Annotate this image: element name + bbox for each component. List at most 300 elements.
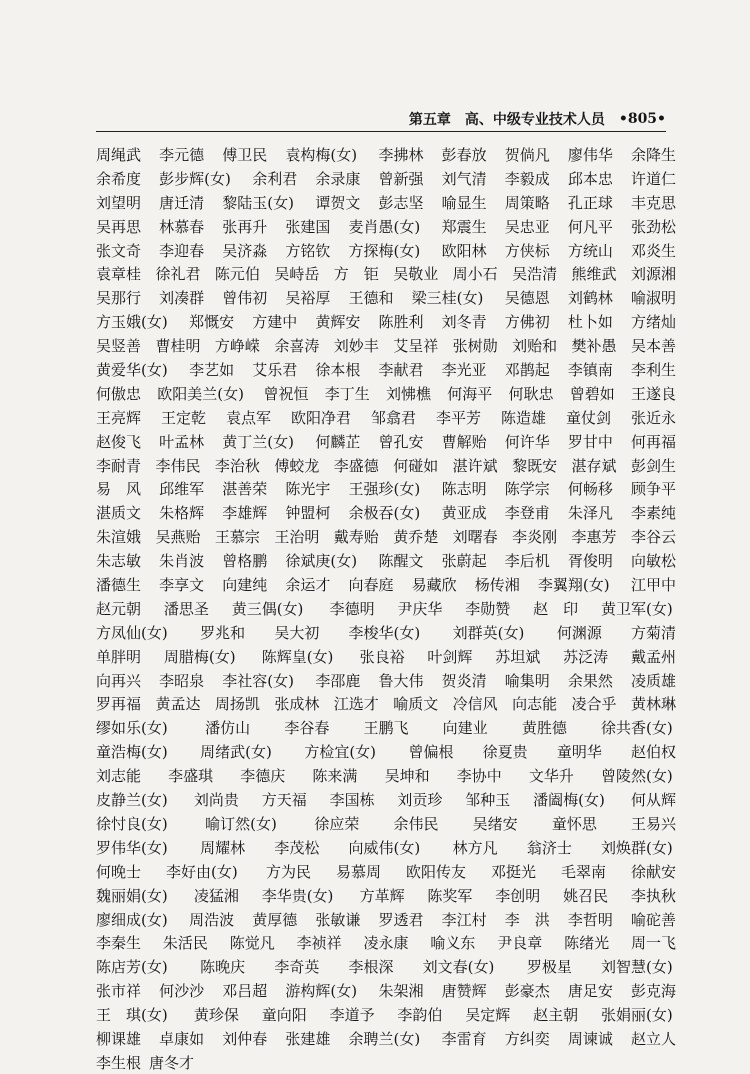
person-name: 黄乔楚 [393, 528, 439, 547]
person-name: 孔正球 [567, 193, 613, 212]
person-name: 文华升 [528, 767, 574, 786]
person-name: 黄厚德 [252, 910, 298, 929]
person-name: 向再兴 [96, 671, 142, 690]
name-row [96, 811, 676, 835]
person-name: 刘怫樵 [386, 384, 432, 403]
person-name: 童浩梅(女) [96, 743, 168, 762]
person-name: 游构辉(女) [285, 982, 358, 1001]
name-row [96, 429, 676, 453]
person-name: 方峥嵘 [214, 337, 260, 356]
person-name: 张再升 [222, 217, 268, 236]
person-name: 王亮辉 [96, 408, 142, 427]
person-name: 罗兆和 [200, 623, 246, 642]
person-name: 赵主朝 [533, 1006, 579, 1025]
person-name: 李梭华(女) [348, 623, 421, 642]
person-name: 刘贡珍 [397, 791, 443, 810]
person-name: 刘冬青 [441, 313, 487, 332]
person-name: 欧阳净君 [291, 408, 352, 427]
person-name: 黄珍保 [193, 1006, 239, 1025]
person-name: 缪如乐(女) [96, 719, 168, 738]
name-row [96, 596, 676, 620]
person-name: 何傲忠 [96, 384, 142, 403]
person-name: 邱本忠 [567, 169, 613, 188]
person-name: 邹翕君 [371, 408, 417, 427]
person-name: 傅蛟龙 [274, 456, 320, 475]
person-name: 艾乐君 [252, 361, 298, 380]
person-name: 湛存斌 [571, 456, 617, 475]
person-name: 徐献安 [631, 862, 677, 881]
person-name: 凌质雄 [631, 671, 677, 690]
person-name: 顾争平 [631, 480, 677, 499]
person-name: 方菊清 [631, 623, 677, 642]
person-name: 何畅移 [567, 480, 613, 499]
person-name: 曾偏根 [408, 743, 454, 762]
person-name: 喻质文 [393, 695, 439, 714]
person-name: 何耿忠 [508, 384, 554, 403]
person-name: 周谏诚 [567, 1029, 613, 1048]
person-name: 李社容(女) [222, 671, 294, 690]
person-name: 李谷云 [631, 528, 677, 547]
person-name: 李奇英 [274, 958, 320, 977]
page-number: •805• [618, 111, 666, 127]
person-name: 李迎春 [159, 241, 205, 260]
person-name: 李盛德 [333, 456, 379, 475]
person-name: 喻义东 [430, 934, 476, 953]
person-name: 周绪武(女) [200, 743, 272, 762]
person-name: 张建雄 [285, 1029, 331, 1048]
person-name: 李谷春 [284, 719, 330, 738]
person-name: 刘志能 [96, 767, 142, 786]
person-name: 徐本根 [315, 361, 361, 380]
person-name: 黄辉安 [315, 313, 361, 332]
person-name: 何沙沙 [159, 982, 205, 1001]
person-name: 吴那行 [96, 289, 142, 308]
person-name: 黄爱华(女) [96, 361, 168, 380]
person-name: 吴绪安 [472, 814, 518, 833]
person-name: 刘望明 [96, 193, 142, 212]
person-name: 吴坤和 [384, 767, 430, 786]
person-name: 袁章桂 [96, 265, 142, 284]
person-name: 李惠芳 [571, 528, 617, 547]
person-name: 何许华 [504, 432, 550, 451]
person-name: 李韵伯 [397, 1006, 443, 1025]
person-name: 张近永 [631, 408, 677, 427]
person-name: 鲁大伟 [378, 671, 424, 690]
person-name: 方检宜(女) [304, 743, 377, 762]
person-name: 周浩波 [189, 910, 235, 929]
person-name: 向威伟(女) [348, 838, 421, 857]
person-name: 邹种玉 [465, 791, 511, 810]
person-name: 陈辉皇(女) [261, 647, 334, 666]
name-row [96, 907, 676, 931]
name-row [96, 405, 676, 429]
person-name: 陈志明 [441, 480, 487, 499]
person-name: 李根深 [348, 958, 394, 977]
name-row [96, 381, 676, 405]
person-name: 刘凑群 [159, 289, 205, 308]
person-name: 李伟民 [155, 456, 201, 475]
person-name: 潘阖梅(女) [533, 791, 605, 810]
person-name: 曾孔安 [378, 432, 424, 451]
name-row [96, 835, 676, 859]
person-name: 曾新强 [378, 169, 424, 188]
person-name: 赵俊飞 [96, 432, 142, 451]
person-name: 邓吕超 [222, 982, 268, 1001]
person-name: 李邵鹿 [315, 671, 361, 690]
person-name: 陈绪光 [564, 934, 610, 953]
person-name: 王慕宗 [214, 528, 260, 547]
person-name: 方 钜 [333, 265, 379, 284]
name-row [96, 333, 676, 357]
person-name: 童明华 [556, 743, 602, 762]
person-name: 刘尚贵 [193, 791, 239, 810]
person-name: 何再福 [631, 432, 677, 451]
person-name: 潘思圣 [163, 599, 209, 618]
person-name: 李光亚 [441, 361, 487, 380]
person-name: 方凤仙(女) [96, 623, 168, 642]
name-row [96, 309, 676, 333]
person-name: 余运才 [285, 576, 331, 595]
person-name: 李利生 [631, 361, 677, 380]
person-name: 黄丁兰(女) [222, 432, 294, 451]
person-name: 方建中 [252, 313, 298, 332]
person-name: 袁构梅(女) [285, 146, 358, 164]
person-name: 张成林 [274, 695, 320, 714]
person-name: 徐夏贵 [482, 743, 528, 762]
person-name: 何麟芷 [315, 432, 361, 451]
person-name: 曾陵然(女) [601, 767, 673, 786]
person-name: 方探梅(女) [348, 241, 421, 260]
person-name: 朱架湘 [378, 982, 424, 1001]
person-name: 陈醒文 [378, 552, 424, 571]
person-name: 王易兴 [631, 814, 677, 833]
person-name: 朱活民 [162, 934, 208, 953]
person-name: 李后机 [504, 552, 550, 571]
name-list [96, 142, 676, 1074]
name-row [96, 524, 676, 548]
name-row [96, 142, 676, 166]
person-name: 李雄辉 [222, 504, 268, 523]
person-name: 湛质文 [96, 504, 142, 523]
person-name: 彭春放 [441, 146, 487, 164]
name-row [96, 285, 676, 309]
person-name: 刘文春(女) [422, 958, 495, 977]
person-name: 陈晚庆 [200, 958, 246, 977]
person-name: 王 琪(女) [96, 1006, 168, 1025]
person-name: 刘妙丰 [333, 337, 379, 356]
person-name: 梁三桂(女) [411, 289, 484, 308]
person-name: 李翼翔(女) [537, 576, 610, 595]
name-row [96, 238, 676, 262]
person-name: 朱泽凡 [567, 504, 613, 523]
person-name: 胥俊明 [567, 552, 613, 571]
person-name: 向建业 [442, 719, 488, 738]
person-name: 吴济淼 [222, 241, 268, 260]
person-name: 李素纯 [631, 504, 677, 523]
person-name: 张市祥 [96, 982, 142, 1001]
person-name: 许道仁 [631, 169, 677, 188]
person-name: 李艺如 [189, 361, 235, 380]
person-name: 李茂松 [274, 838, 320, 857]
person-name: 刘智慧(女) [601, 958, 673, 977]
person-name: 徐应荣 [314, 814, 360, 833]
person-name: 向春庭 [348, 576, 394, 595]
person-name: 戴孟州 [631, 647, 677, 666]
person-name: 易藏欣 [411, 576, 457, 595]
person-name: 魏丽娟(女) [96, 886, 168, 905]
person-name: 李享文 [159, 576, 205, 595]
person-name: 黄孟达 [155, 695, 201, 714]
person-name: 王强珍(女) [348, 480, 421, 499]
person-name: 彭剑生 [631, 456, 677, 475]
person-name: 余聘兰(女) [348, 1029, 421, 1048]
person-name: 黄亚成 [441, 504, 487, 523]
person-name: 陈觉凡 [229, 934, 275, 953]
person-name: 冷信风 [452, 695, 498, 714]
person-name: 李耐青 [96, 456, 142, 475]
person-name: 罗极星 [526, 958, 572, 977]
person-name: 凌猛湘 [193, 886, 239, 905]
person-name: 吴燕贻 [155, 528, 201, 547]
person-name: 翁济士 [526, 838, 572, 857]
person-name: 喻砣善 [631, 910, 677, 929]
name-row [96, 572, 676, 596]
person-name: 黄三偶(女) [231, 599, 304, 618]
header-rule [96, 131, 666, 132]
person-name: 叶剑辉 [427, 647, 473, 666]
person-name: 罗再福 [96, 695, 142, 714]
person-name: 吴定辉 [465, 1006, 511, 1025]
person-name: 周小石 [452, 265, 498, 284]
person-name: 陈来满 [312, 767, 358, 786]
person-name: 张蔚起 [441, 552, 487, 571]
person-name: 李勋赞 [465, 599, 511, 618]
person-name: 苏泛涛 [563, 647, 609, 666]
person-name: 李昭泉 [159, 671, 205, 690]
name-row [96, 214, 676, 238]
person-name: 周一飞 [631, 934, 677, 953]
person-name: 刘仲春 [222, 1029, 268, 1048]
person-name: 吴竖善 [96, 337, 142, 356]
person-name: 杜卜如 [567, 313, 613, 332]
person-name: 易慕周 [336, 862, 382, 881]
person-name: 刘曙春 [452, 528, 498, 547]
person-name: 黎既安 [512, 456, 558, 475]
person-name: 彭志坚 [378, 193, 424, 212]
person-name: 余伟民 [393, 814, 439, 833]
person-name: 麦肖愚(女) [348, 217, 421, 236]
person-name: 王治明 [274, 528, 320, 547]
person-name: 李雷育 [441, 1029, 487, 1048]
person-name: 周腊梅(女) [163, 647, 236, 666]
name-row [96, 453, 676, 477]
person-name: 陈元伯 [214, 265, 260, 284]
person-name: 周策略 [504, 193, 550, 212]
person-name: 谭贺文 [315, 193, 361, 212]
person-name: 方为民 [266, 862, 312, 881]
person-name: 刘源湘 [631, 265, 677, 284]
name-row [96, 357, 676, 381]
person-name: 张娟丽(女) [601, 1006, 673, 1025]
person-name: 向敏松 [631, 552, 677, 571]
person-name: 张敏谦 [315, 910, 361, 929]
person-name: 李盛琪 [168, 767, 214, 786]
person-name: 李协中 [456, 767, 502, 786]
person-name: 刘贻和 [512, 337, 558, 356]
person-name: 方侠标 [504, 241, 550, 260]
person-name: 傅卫民 [222, 146, 268, 164]
person-name: 钟盟柯 [285, 504, 331, 523]
person-name: 曾伟初 [222, 289, 268, 308]
person-name: 吴峙岳 [274, 265, 320, 284]
person-name: 向建纯 [222, 576, 268, 595]
person-name: 赵元朝 [96, 599, 142, 618]
person-name: 何碰如 [393, 456, 439, 475]
person-name: 陈造雄 [501, 408, 547, 427]
name-row [96, 739, 676, 763]
person-name: 李拂林 [378, 146, 424, 164]
person-name: 王鹏飞 [363, 719, 409, 738]
chapter-label: 第五章 [408, 112, 451, 128]
person-name: 何渊源 [556, 623, 602, 642]
person-name: 李好由(女) [166, 862, 238, 881]
person-name: 朱志敏 [96, 552, 142, 571]
person-name: 李治秋 [214, 456, 260, 475]
name-row [96, 190, 676, 214]
person-name: 何晚士 [96, 862, 142, 881]
person-name: 刘群英(女) [452, 623, 525, 642]
person-name: 童怀思 [551, 814, 597, 833]
person-name: 皮静兰(女) [96, 791, 168, 810]
person-name: 樊补愚 [571, 337, 617, 356]
person-name: 贺倘凡 [504, 146, 550, 164]
person-name: 欧阳美兰(女) [157, 384, 244, 403]
person-name: 方统山 [567, 241, 613, 260]
name-row [96, 715, 676, 739]
name-row [96, 166, 676, 190]
name-row [96, 691, 676, 715]
person-name: 潘德生 [96, 576, 142, 595]
person-name: 余果然 [567, 671, 613, 690]
person-name: 廖伟华 [567, 146, 613, 164]
person-name: 赵 印 [533, 599, 579, 618]
person-name: 余喜涛 [274, 337, 320, 356]
person-name: 尹庆华 [397, 599, 443, 618]
person-name: 徐礼君 [155, 265, 201, 284]
person-name: 吴敬业 [393, 265, 439, 284]
person-name: 刘焕群(女) [601, 838, 673, 857]
person-name: 李祯祥 [296, 934, 342, 953]
name-row [96, 954, 676, 978]
person-name: 江甲中 [631, 576, 677, 595]
person-name: 陈学宗 [504, 480, 550, 499]
person-name: 单胖明 [96, 647, 142, 666]
person-name: 张劲松 [631, 217, 677, 236]
person-name: 赵伯权 [631, 743, 677, 762]
person-name: 吴忠亚 [504, 217, 550, 236]
person-name: 柳课雄 [96, 1029, 142, 1048]
person-name: 唐足安 [567, 982, 613, 1001]
person-name: 黄林琳 [631, 695, 677, 714]
person-name: 毛翠南 [561, 862, 607, 881]
person-name: 李镇南 [567, 361, 613, 380]
person-name: 欧阳林 [441, 241, 487, 260]
person-name: 邓炎生 [631, 241, 677, 260]
person-name: 易 风 [96, 480, 142, 499]
name-row [96, 859, 676, 883]
person-name: 方玉娥(女) [96, 313, 168, 332]
person-name: 陈店芳(女) [96, 958, 168, 977]
person-name: 李元德 [159, 146, 205, 164]
person-name: 李登甫 [504, 504, 550, 523]
person-name: 李献君 [378, 361, 424, 380]
person-name: 方天福 [261, 791, 307, 810]
person-name: 童仗剑 [566, 408, 612, 427]
person-name: 吴本善 [631, 337, 677, 356]
page-header [96, 108, 666, 130]
person-name: 陈奖军 [427, 886, 473, 905]
person-name: 方纠奕 [504, 1029, 550, 1048]
name-row [96, 644, 676, 668]
name-row [96, 500, 676, 524]
person-name: 陈胜利 [378, 313, 424, 332]
person-name: 赵立人 [631, 1029, 677, 1048]
person-name: 罗透君 [378, 910, 424, 929]
name-row [96, 787, 676, 811]
person-name: 廖细成(女) [96, 910, 168, 929]
person-name: 邱维军 [159, 480, 205, 499]
person-name: 李德明 [329, 599, 375, 618]
person-name: 余希度 [96, 169, 142, 188]
person-name: 向志能 [512, 695, 558, 714]
person-name: 李生根 [96, 1053, 142, 1072]
person-name: 黄胜德 [521, 719, 567, 738]
person-name: 刘鹤林 [567, 289, 613, 308]
name-row [96, 978, 676, 1002]
person-name: 张建国 [285, 217, 331, 236]
person-name: 方绪灿 [631, 313, 677, 332]
person-name: 湛许斌 [452, 456, 498, 475]
person-name: 何从辉 [631, 791, 677, 810]
name-row [96, 1002, 676, 1026]
person-name: 黄卫军(女) [601, 599, 673, 618]
person-name: 凌永康 [363, 934, 409, 953]
person-name: 喻集明 [504, 671, 550, 690]
person-name: 杨传湘 [474, 576, 520, 595]
person-name: 曹解贻 [441, 432, 487, 451]
person-name: 彭豪杰 [504, 982, 550, 1001]
person-name: 李执秋 [631, 886, 677, 905]
person-name: 曾格鹏 [222, 552, 268, 571]
person-name: 方佛初 [504, 313, 550, 332]
person-name: 湛善荣 [222, 480, 268, 499]
person-name: 郑震生 [441, 217, 487, 236]
person-name: 周扬凯 [214, 695, 260, 714]
person-name: 喻显生 [441, 193, 487, 212]
person-name: 李德庆 [240, 767, 286, 786]
person-name: 徐共香(女) [601, 719, 673, 738]
person-name: 戴寿贻 [333, 528, 379, 547]
name-row [96, 763, 676, 787]
person-name: 袁点军 [226, 408, 272, 427]
person-name: 李国栋 [329, 791, 375, 810]
person-name: 唐冬才 [149, 1053, 195, 1072]
person-name: 李毅成 [504, 169, 550, 188]
person-name: 欧阳传友 [406, 862, 467, 881]
person-name: 王定乾 [161, 408, 207, 427]
person-name: 唐迁清 [159, 193, 205, 212]
person-name: 吴浩清 [512, 265, 558, 284]
